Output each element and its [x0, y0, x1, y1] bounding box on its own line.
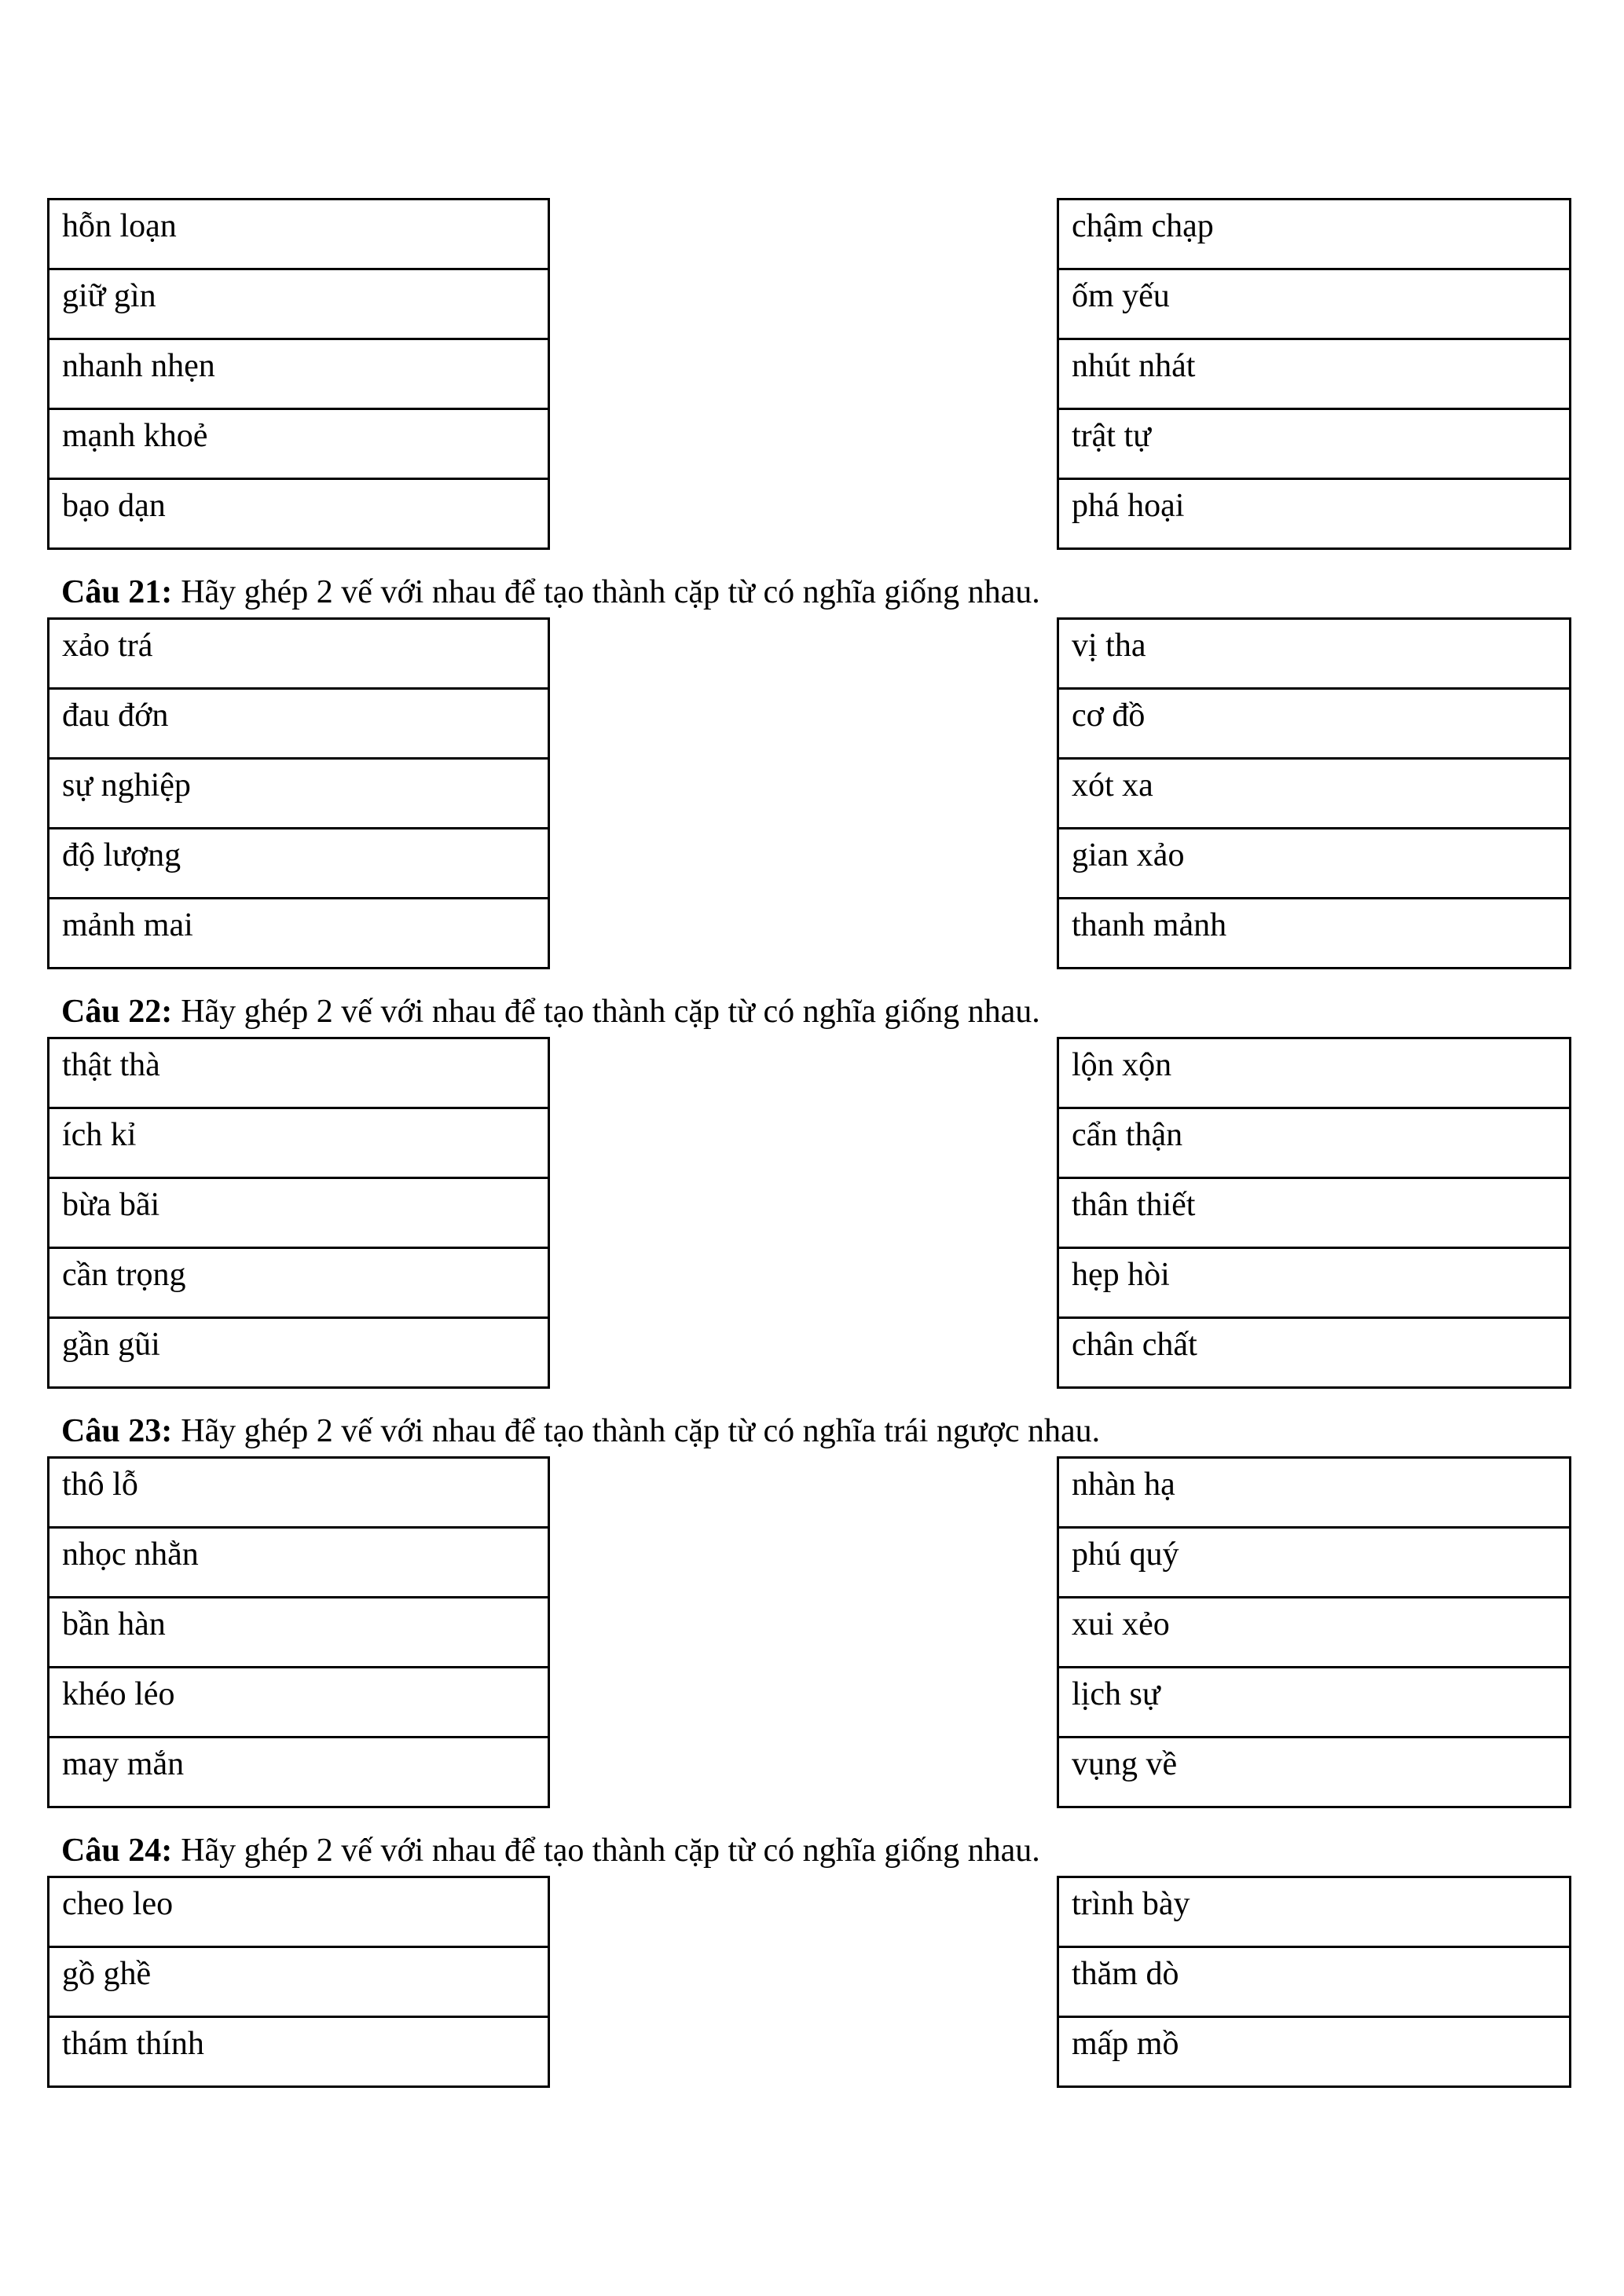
word-cell: phú quý	[1058, 1528, 1571, 1598]
table-row	[1058, 269, 1571, 339]
word-cell: xui xẻo	[1058, 1598, 1571, 1668]
exercise-section	[0, 198, 1624, 550]
question-instruction: Hãy ghép 2 vế với nhau để tạo thành cặp từ có nghĩa trái ngược nhau.	[181, 1413, 1101, 1449]
word-cell: xót xa	[1058, 759, 1571, 829]
word-cell: chậm chạp	[1058, 200, 1571, 269]
table-row	[49, 829, 549, 899]
table-row	[1058, 1178, 1571, 1248]
question-number: Câu 21:	[61, 574, 173, 610]
exercise-section	[0, 573, 1624, 969]
word-cell: nhút nhát	[1058, 339, 1571, 409]
word-cell: giữ gìn	[49, 269, 549, 339]
word-cell: mạnh khoẻ	[49, 409, 549, 479]
table-row	[1058, 479, 1571, 549]
table-row	[1058, 1668, 1571, 1738]
word-cell: cheo leo	[49, 1877, 549, 1947]
question-instruction: Hãy ghép 2 vế với nhau để tạo thành cặp từ có nghĩa giống nhau.	[181, 1833, 1040, 1869]
table-row	[49, 1877, 549, 1947]
table-row	[1058, 1738, 1571, 1807]
match-left-table	[47, 198, 550, 550]
question-number: Câu 22:	[61, 994, 173, 1030]
word-cell: cần trọng	[49, 1248, 549, 1318]
word-cell: sự nghiệp	[49, 759, 549, 829]
word-cell: hẹp hòi	[1058, 1248, 1571, 1318]
question-number: Câu 24:	[61, 1833, 173, 1869]
table-row	[49, 1458, 549, 1528]
table-row	[49, 1318, 549, 1388]
word-cell: trật tự	[1058, 409, 1571, 479]
word-cell: đau đớn	[49, 689, 549, 759]
word-cell: gần gũi	[49, 1318, 549, 1388]
word-cell: nhàn hạ	[1058, 1458, 1571, 1528]
match-right-table	[1057, 1876, 1571, 2088]
table-row	[1058, 829, 1571, 899]
match-tables-row	[47, 1876, 1624, 2088]
word-cell: nhanh nhẹn	[49, 339, 549, 409]
match-left-table	[47, 1456, 550, 1808]
word-cell: trình bày	[1058, 1877, 1571, 1947]
table-row	[49, 1598, 549, 1668]
word-cell: thật thà	[49, 1038, 549, 1108]
table-row	[1058, 1038, 1571, 1108]
match-right-table	[1057, 1456, 1571, 1808]
table-row	[49, 689, 549, 759]
question-instruction: Hãy ghép 2 vế với nhau để tạo thành cặp từ có nghĩa giống nhau.	[181, 574, 1040, 610]
word-cell: mấp mồ	[1058, 2017, 1571, 2087]
table-row	[49, 1738, 549, 1807]
question-instruction: Hãy ghép 2 vế với nhau để tạo thành cặp từ có nghĩa giống nhau.	[181, 994, 1040, 1030]
table-row	[49, 1108, 549, 1178]
table-row	[49, 1248, 549, 1318]
question-heading	[61, 993, 1624, 1031]
word-cell: phá hoại	[1058, 479, 1571, 549]
table-row	[49, 759, 549, 829]
word-cell: chân chất	[1058, 1318, 1571, 1388]
table-row	[1058, 1598, 1571, 1668]
table-row	[49, 269, 549, 339]
match-right-table	[1057, 1037, 1571, 1389]
table-row	[49, 2017, 549, 2087]
table-row	[49, 1668, 549, 1738]
table-row	[49, 1178, 549, 1248]
question-heading	[61, 573, 1624, 611]
table-row	[1058, 1318, 1571, 1388]
match-tables-row	[47, 1037, 1624, 1389]
table-row	[1058, 200, 1571, 269]
word-cell: nhọc nhằn	[49, 1528, 549, 1598]
word-cell: thăm dò	[1058, 1947, 1571, 2017]
table-row	[1058, 1108, 1571, 1178]
word-cell: ích kỉ	[49, 1108, 549, 1178]
word-cell: thân thiết	[1058, 1178, 1571, 1248]
table-row	[1058, 1458, 1571, 1528]
table-row	[49, 479, 549, 549]
word-cell: may mắn	[49, 1738, 549, 1807]
word-cell: thô lỗ	[49, 1458, 549, 1528]
table-row	[1058, 409, 1571, 479]
question-heading	[61, 1412, 1624, 1450]
exercise-section	[0, 1412, 1624, 1808]
word-cell: khéo léo	[49, 1668, 549, 1738]
table-row	[49, 899, 549, 969]
word-cell: bần hàn	[49, 1598, 549, 1668]
word-cell: bạo dạn	[49, 479, 549, 549]
word-cell: ốm yếu	[1058, 269, 1571, 339]
table-row	[49, 200, 549, 269]
table-row	[1058, 899, 1571, 969]
table-row	[1058, 1528, 1571, 1598]
table-row	[1058, 619, 1571, 689]
table-row	[1058, 2017, 1571, 2087]
word-cell: lộn xộn	[1058, 1038, 1571, 1108]
word-cell: cơ đồ	[1058, 689, 1571, 759]
word-cell: lịch sự	[1058, 1668, 1571, 1738]
table-row	[1058, 1947, 1571, 2017]
word-cell: cẩn thận	[1058, 1108, 1571, 1178]
question-number: Câu 23:	[61, 1413, 173, 1449]
match-left-table	[47, 1037, 550, 1389]
word-cell: gồ ghề	[49, 1947, 549, 2017]
table-row	[49, 1947, 549, 2017]
table-row	[49, 619, 549, 689]
match-tables-row	[47, 198, 1624, 550]
table-row	[1058, 1248, 1571, 1318]
table-row	[1058, 339, 1571, 409]
table-row	[49, 1528, 549, 1598]
word-cell: thám thính	[49, 2017, 549, 2087]
table-row	[1058, 689, 1571, 759]
word-cell: xảo trá	[49, 619, 549, 689]
match-right-table	[1057, 617, 1571, 969]
question-heading	[61, 1832, 1624, 1869]
word-cell: vụng về	[1058, 1738, 1571, 1807]
word-cell: thanh mảnh	[1058, 899, 1571, 969]
match-right-table	[1057, 198, 1571, 550]
table-row	[49, 1038, 549, 1108]
match-left-table	[47, 1876, 550, 2088]
word-cell: bừa bãi	[49, 1178, 549, 1248]
exercise-section	[0, 1832, 1624, 2088]
table-row	[1058, 1877, 1571, 1947]
word-cell: gian xảo	[1058, 829, 1571, 899]
word-cell: mảnh mai	[49, 899, 549, 969]
match-tables-row	[47, 1456, 1624, 1808]
exercise-section	[0, 993, 1624, 1389]
word-cell: vị tha	[1058, 619, 1571, 689]
table-row	[49, 339, 549, 409]
match-tables-row	[47, 617, 1624, 969]
word-cell: hỗn loạn	[49, 200, 549, 269]
word-cell: độ lượng	[49, 829, 549, 899]
table-row	[1058, 759, 1571, 829]
match-left-table	[47, 617, 550, 969]
table-row	[49, 409, 549, 479]
